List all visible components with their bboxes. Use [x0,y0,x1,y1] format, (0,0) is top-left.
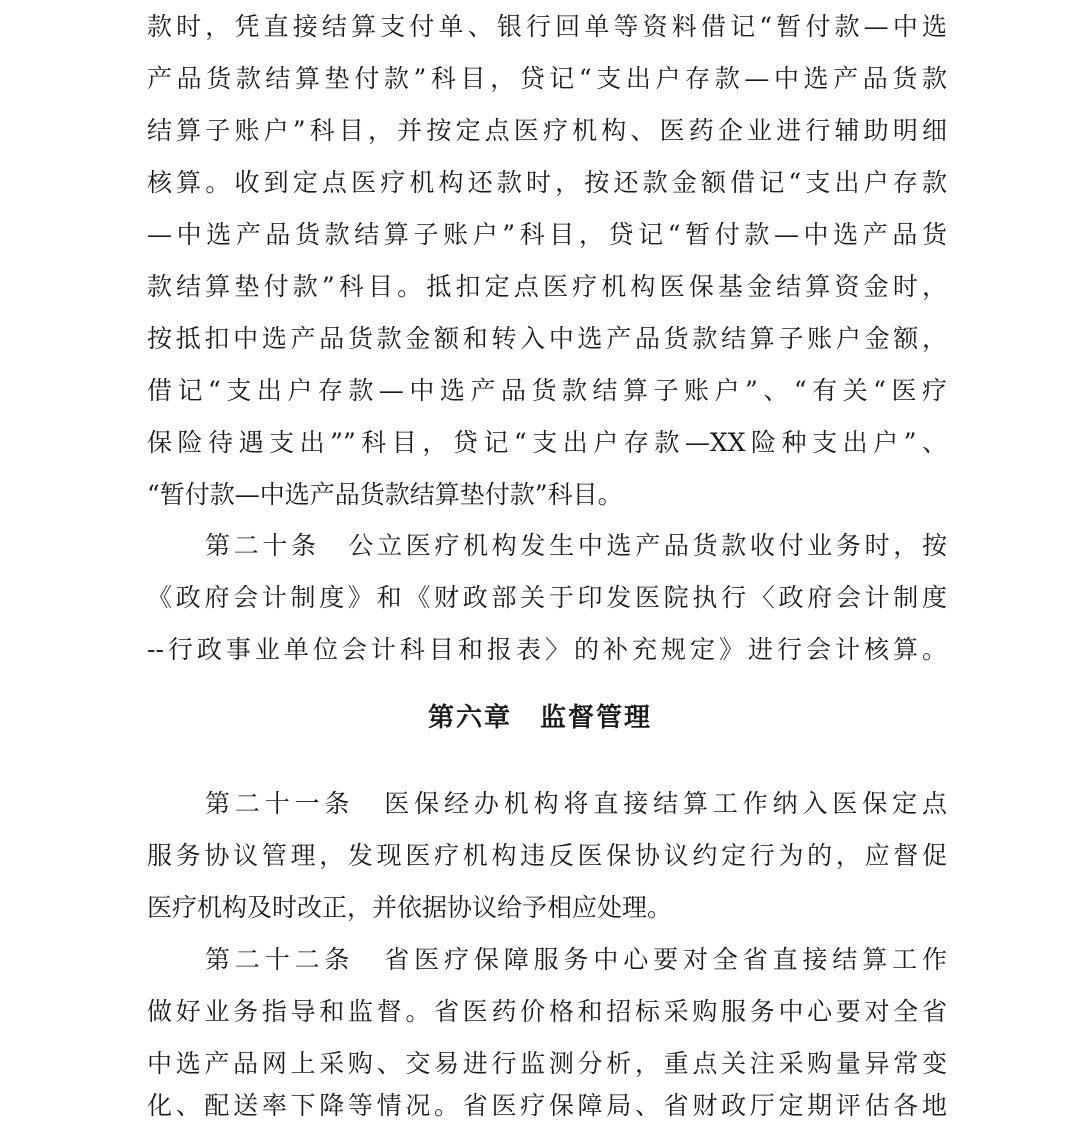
paragraph-line: 款结算垫付款”科目。抵扣定点医疗机构医保基金结算资金时， [147,272,947,301]
article-22-line: 中选产品网上采购、交易进行监测分析，重点关注采购量异常变 [147,1049,947,1078]
article-21-line: 服务协议管理，发现医疗机构违反医保协议约定行为的，应督促 [147,841,947,870]
paragraph-line: 借记“支出户存款—中选产品货款结算子账户”、“有关“医疗 [147,376,947,405]
paragraph-line: —中选产品货款结算子账户”科目，贷记“暂付款—中选产品货 [147,220,947,249]
article-21-line: 医疗机构及时改正，并依据协议给予相应处理。 [147,893,673,922]
chapter-heading: 第六章 监督管理 [427,703,652,733]
article-20-line: 《政府会计制度》和《财政部关于印发医院执行〈政府会计制度 [147,583,947,612]
article-22-line: 第二十二条 省医疗保障服务中心要对全省直接结算工作 [205,945,947,974]
article-22-line: 做好业务指导和监督。省医药价格和招标采购服务中心要对全省 [147,997,947,1026]
article-20-line: --行政事业单位会计科目和报表〉的补充规定》进行会计核算。 [147,635,947,664]
paragraph-line: “暂付款—中选产品货款结算垫付款”科目。 [147,480,623,509]
paragraph-line: 保险待遇支出””科目，贷记“支出户存款—XX险种支出户”、 [147,428,947,457]
paragraph-line: 核算。收到定点医疗机构还款时，按还款金额借记“支出户存款 [147,168,947,197]
paragraph-line: 按抵扣中选产品货款金额和转入中选产品货款结算子账户金额， [147,324,947,353]
article-20-line: 第二十条 公立医疗机构发生中选产品货款收付业务时，按 [205,531,947,560]
article-21-line: 第二十一条 医保经办机构将直接结算工作纳入医保定点 [205,789,947,818]
article-22-line: 化、配送率下降等情况。省医疗保障局、省财政厅定期评估各地 [147,1091,947,1120]
paragraph-line: 款时，凭直接结算支付单、银行回单等资料借记“暂付款—中选 [147,12,947,41]
paragraph-line: 产品货款结算垫付款”科目，贷记“支出户存款—中选产品货款 [147,64,947,93]
paragraph-line: 结算子账户”科目，并按定点医疗机构、医药企业进行辅助明细 [147,116,947,145]
